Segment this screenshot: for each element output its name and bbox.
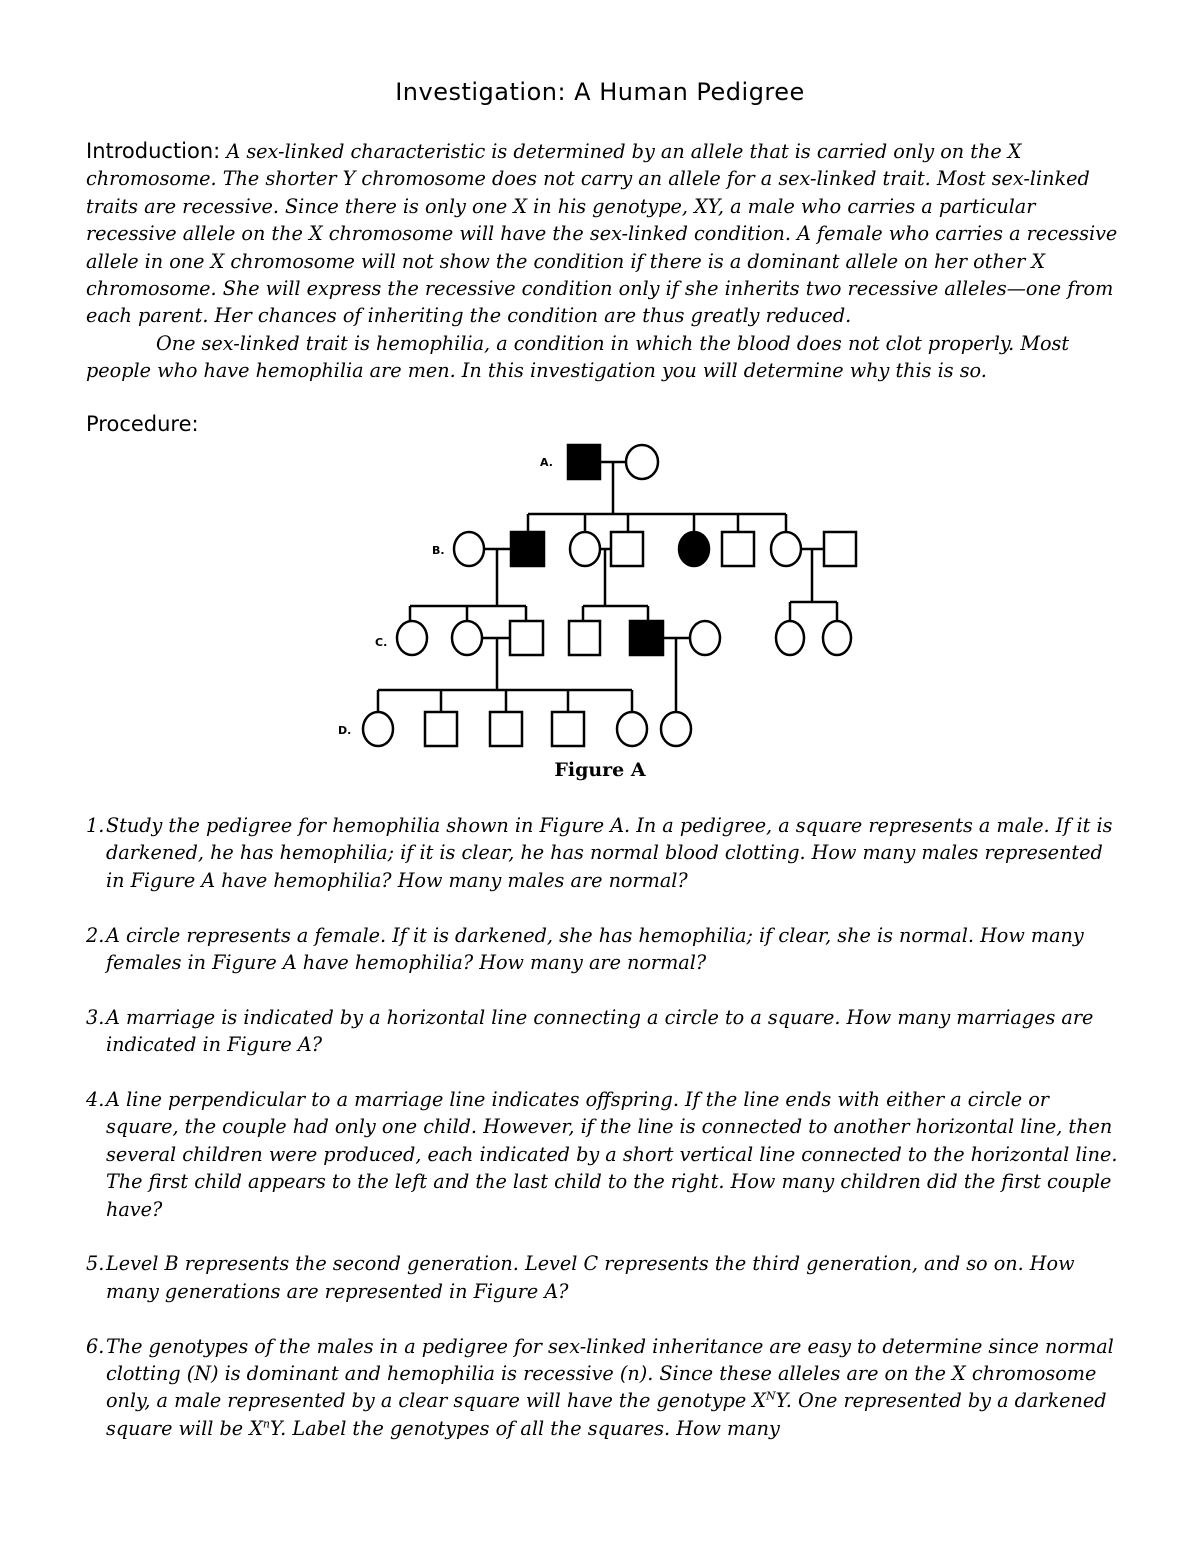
question-text: A line perpendicular to a marriage line indicates offspring. If the line ends with either a circle or square, the couple had only one child. However, if the line is connected to another horizontal line, then several children were produced, each indicated by a short vertical line connected to the horizontal line. The first child appears to the left and the last child to the right. How many children did the first couple have? — [106, 1088, 1118, 1221]
question-number: 4. — [86, 1088, 105, 1112]
gen-c-female-1 — [397, 621, 427, 655]
gen-b-female-1 — [570, 532, 600, 566]
question-number: 6. — [86, 1334, 105, 1358]
question-list — [86, 812, 1126, 1470]
figure-caption: Figure A — [554, 759, 646, 781]
gen-d-female-1 — [363, 712, 393, 746]
question-text: Level B represents the second generation. Level C represents the third generation, and so on. How many generations are represented in Figure A? — [106, 1252, 1075, 1303]
superscript-dominant: N — [765, 1390, 776, 1404]
gen-b-female-2 — [771, 532, 801, 566]
gen-a-label: A. — [540, 456, 553, 469]
gen-d-label: D. — [338, 724, 352, 737]
document-title: Investigation: A Human Pedigree — [395, 78, 805, 106]
gen-d-male-1 — [425, 712, 457, 746]
question-6 — [86, 1333, 1126, 1443]
gen-b-label: B. — [432, 544, 445, 557]
gen-d-female-2 — [617, 712, 647, 746]
question-text-part-1: The genotypes of the males in a pedigree for sex-linked inheritance are easy to determine since normal clotting (N) is dominant and hemophilia is recessive (n). Since these alleles are on the X chromosome only, a male represented by a clear square will have the genotype X — [106, 1334, 1114, 1413]
pedigree-figure — [330, 428, 870, 758]
question-text: A circle represents a female. If it is darkened, she has hemophilia; if clear, she is normal. How many females in Figure A have hemophilia? How many are normal? — [106, 923, 1084, 975]
question-3 — [86, 1004, 1126, 1059]
question-number: 2. — [86, 923, 105, 947]
question-number: 3. — [86, 1005, 105, 1029]
gen-c-label: C. — [375, 636, 388, 649]
question-4 — [86, 1086, 1126, 1223]
question-text-part-3: Y. Label the genotypes of all the squares. How many — [269, 1416, 780, 1440]
introduction-label: Introduction: — [86, 139, 221, 163]
question-text: Study the pedigree for hemophilia shown in Figure A. In a pedigree, a square represents a male. If it is darkened, he has hemophilia; if it is clear, he has normal blood clotting. How many males represented in Figure A have hemophilia? How many males are normal? — [106, 814, 1113, 892]
introduction-section — [86, 138, 1126, 385]
gen-d-male-3 — [552, 712, 584, 746]
gen-c-female-2 — [452, 621, 482, 655]
gen-b-female-affected — [679, 532, 709, 566]
introduction-paragraph-1: A sex-linked characteristic is determined by an allele that is carried only on the X chromosome. The shorter Y chromosome does not carry an allele for a sex-linked trait. Most sex-linked traits are recessive. Since there is only one X in his genotype, XY, a male who carries a particular recessive allele on the X chromosome will have the sex-linked condition. A female who carries a recessive allele in one X chromosome will not show the condition if there is a dominant allele on her other X chromosome. She will express the recessive condition only if she inherits two recessive alleles—one from each parent. Her chances of inheriting the condition are thus greatly reduced. — [86, 140, 1118, 328]
gen-b-male-affected — [511, 532, 544, 566]
pedigree-chart — [330, 428, 870, 758]
question-text-part-2: Y. One represented by a darkened square will be X — [106, 1389, 1107, 1440]
gen-c-male-affected — [630, 621, 663, 655]
gen-b-female-spouse-1 — [454, 532, 484, 566]
question-number: 5. — [86, 1252, 105, 1276]
gen-b-male-normal — [722, 532, 754, 566]
gen-c-female-3 — [776, 621, 804, 655]
question-number: 1. — [86, 814, 105, 837]
question-2 — [86, 922, 1126, 977]
gen-a-male-affected — [568, 445, 600, 479]
introduction-paragraph-2: One sex-linked trait is hemophilia, a condition in which the blood does not clot properly. Most people who have hemophilia are men. In this investigation you will determine why this is so. — [86, 331, 1070, 383]
superscript-recessive: n — [262, 1417, 270, 1431]
gen-b-male-spouse-2 — [824, 532, 856, 566]
question-1 — [86, 812, 1126, 894]
procedure-label: Procedure: — [86, 412, 199, 436]
gen-d-female-3 — [661, 712, 691, 746]
question-text: A marriage is indicated by a horizontal line connecting a circle to a square. How many marriages are indicated in Figure A? — [106, 1005, 1094, 1057]
gen-b-male-spouse — [611, 532, 643, 566]
gen-c-male-spouse — [510, 621, 543, 655]
gen-c-female-spouse — [690, 621, 720, 655]
question-5 — [86, 1250, 1126, 1305]
gen-c-female-4 — [823, 621, 851, 655]
gen-a-female — [626, 445, 658, 479]
gen-d-male-2 — [490, 712, 522, 746]
gen-c-male-normal — [569, 621, 600, 655]
